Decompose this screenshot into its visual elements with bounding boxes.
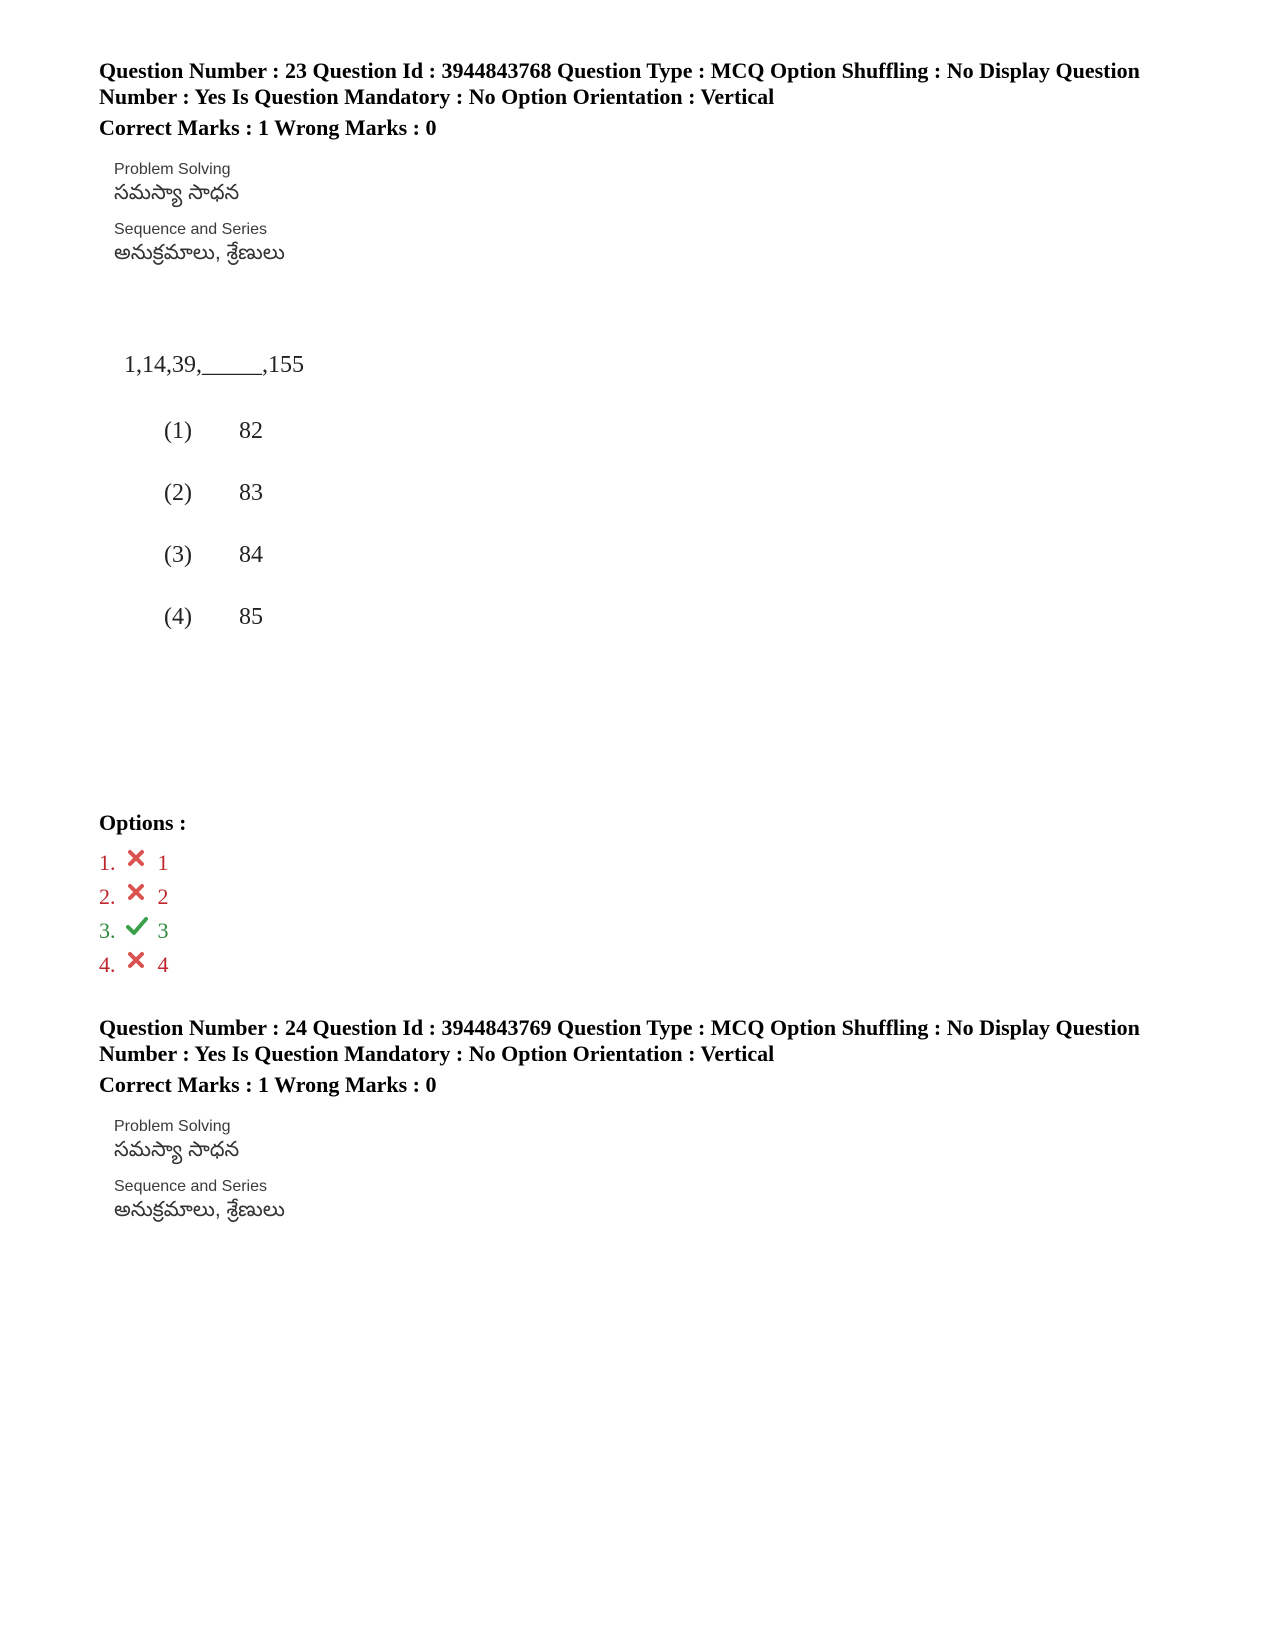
choice-value: 85 <box>239 604 263 630</box>
option-index: 1. <box>99 850 116 875</box>
choice-number: (2) <box>164 480 192 506</box>
option-label: 3 <box>157 918 169 943</box>
check-icon <box>126 916 146 936</box>
choice-number: (1) <box>164 418 192 444</box>
option-item <box>99 880 169 914</box>
choice-item <box>164 542 263 604</box>
choice-value: 83 <box>239 480 263 506</box>
question-23-tags <box>114 160 285 278</box>
question-24-header-line1: Question Number : 24 Question Id : 3944843769 Question Type : MCQ Option Shuffling : No Display Question <box>99 1015 1140 1040</box>
question-24-marks: Correct Marks : 1 Wrong Marks : 0 <box>99 1072 437 1097</box>
option-item <box>99 948 169 982</box>
option-item <box>99 846 169 880</box>
question-23-tag-subtopic-en: Sequence and Series <box>114 221 267 238</box>
choice-number: (4) <box>164 604 192 630</box>
question-24-tags <box>114 1117 285 1235</box>
question-24-tag-subtopic-en: Sequence and Series <box>114 1178 267 1195</box>
choice-number: (3) <box>164 542 192 568</box>
question-23-choices <box>164 418 263 666</box>
question-23-tag-subtopic-te: అనుక్రమాలు, శ్రేణులు <box>114 241 285 264</box>
option-item <box>99 914 169 948</box>
choice-value: 84 <box>239 542 263 568</box>
question-24-tag-topic-en: Problem Solving <box>114 1118 231 1135</box>
option-index: 2. <box>99 884 116 909</box>
question-24-header-line2: Number : Yes Is Question Mandatory : No Option Orientation : Vertical <box>99 1041 775 1066</box>
options-list <box>99 846 169 982</box>
cross-icon <box>126 882 146 902</box>
question-24-tag-topic-te: సమస్యా సాధన <box>114 1138 240 1161</box>
choice-item <box>164 604 263 666</box>
question-23-header <box>99 58 1199 141</box>
option-index: 4. <box>99 952 116 977</box>
question-23-tag-topic-en: Problem Solving <box>114 161 231 178</box>
choice-item <box>164 480 263 542</box>
option-label: 2 <box>157 884 169 909</box>
options-label: Options : <box>99 810 187 835</box>
question-23-tag-topic-te: సమస్యా సాధన <box>114 181 240 204</box>
choice-item <box>164 418 263 480</box>
cross-icon <box>126 950 146 970</box>
question-23-header-line1: Question Number : 23 Question Id : 3944843768 Question Type : MCQ Option Shuffling : No Display Question <box>99 58 1140 83</box>
option-index: 3. <box>99 918 116 943</box>
question-24-header <box>99 1015 1199 1098</box>
cross-icon <box>126 848 146 868</box>
choice-value: 82 <box>239 418 263 444</box>
question-23-header-line2: Number : Yes Is Question Mandatory : No Option Orientation : Vertical <box>99 84 775 109</box>
question-23-sequence: 1,14,39,_____,155 <box>124 352 304 378</box>
option-label: 4 <box>157 952 169 977</box>
option-label: 1 <box>157 850 169 875</box>
question-24-tag-subtopic-te: అనుక్రమాలు, శ్రేణులు <box>114 1198 285 1221</box>
question-23-marks: Correct Marks : 1 Wrong Marks : 0 <box>99 115 437 140</box>
